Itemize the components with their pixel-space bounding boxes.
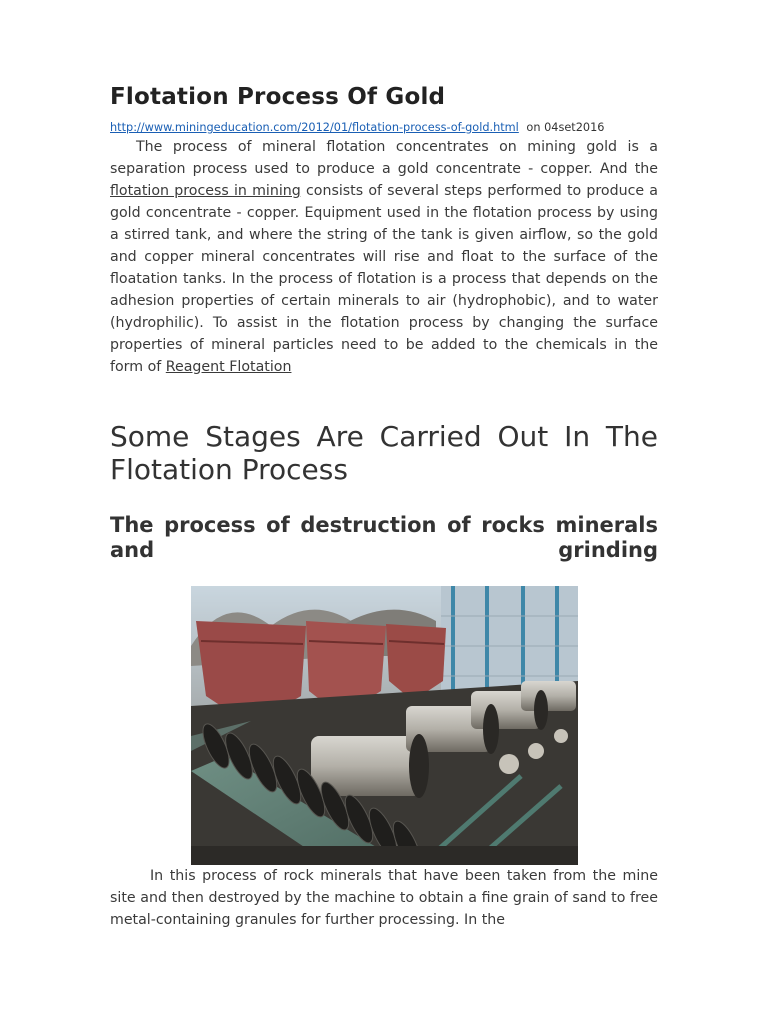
source-url-link[interactable]: http://www.miningeducation.com/2012/01/flotation-process-of-gold.html [110,121,519,134]
source-line [110,121,604,134]
source-date: on 04set2016 [526,121,605,134]
intro-text-part-1: The process of mineral flotation concentrates on mining gold is a separation process used to produce a gold concentrate - copper. And the [110,139,658,177]
intro-paragraph [110,137,658,378]
intro-text-part-2: consists of several steps performed to produce a gold concentrate - copper. Equipment used in the flotation process by using a stirred tank, and where the string of the tank is given airflow, so the gold and copper mineral concentrates will rise and float to the surface of the floatation tanks. In the process of flotation is a process that depends on the adhesion properties of certain minerals to air (hydrophobic), and to water (hydrophilic). To assist in the flotation process by changing the surface properties of mineral particles need to be added to the chemicals in the form of [110,182,658,375]
section-heading: Some Stages Are Carried Out In The Flotation Process [110,420,658,486]
sub-heading: The process of destruction of rocks minerals and grinding [110,513,658,562]
grinding-mill-photo [191,586,578,865]
grinding-paragraph: In this process of rock minerals that have been taken from the mine site and then destroyed by the machine to obtain a fine grain of sand to free metal-containing granules for further processing. In the [110,868,658,928]
grinding-mill-illustration [191,586,578,865]
flotation-process-in-mining-link[interactable]: flotation process in mining [110,182,301,199]
reagent-flotation-link[interactable]: Reagent Flotation [165,358,292,375]
page-title: Flotation Process Of Gold [110,84,446,110]
